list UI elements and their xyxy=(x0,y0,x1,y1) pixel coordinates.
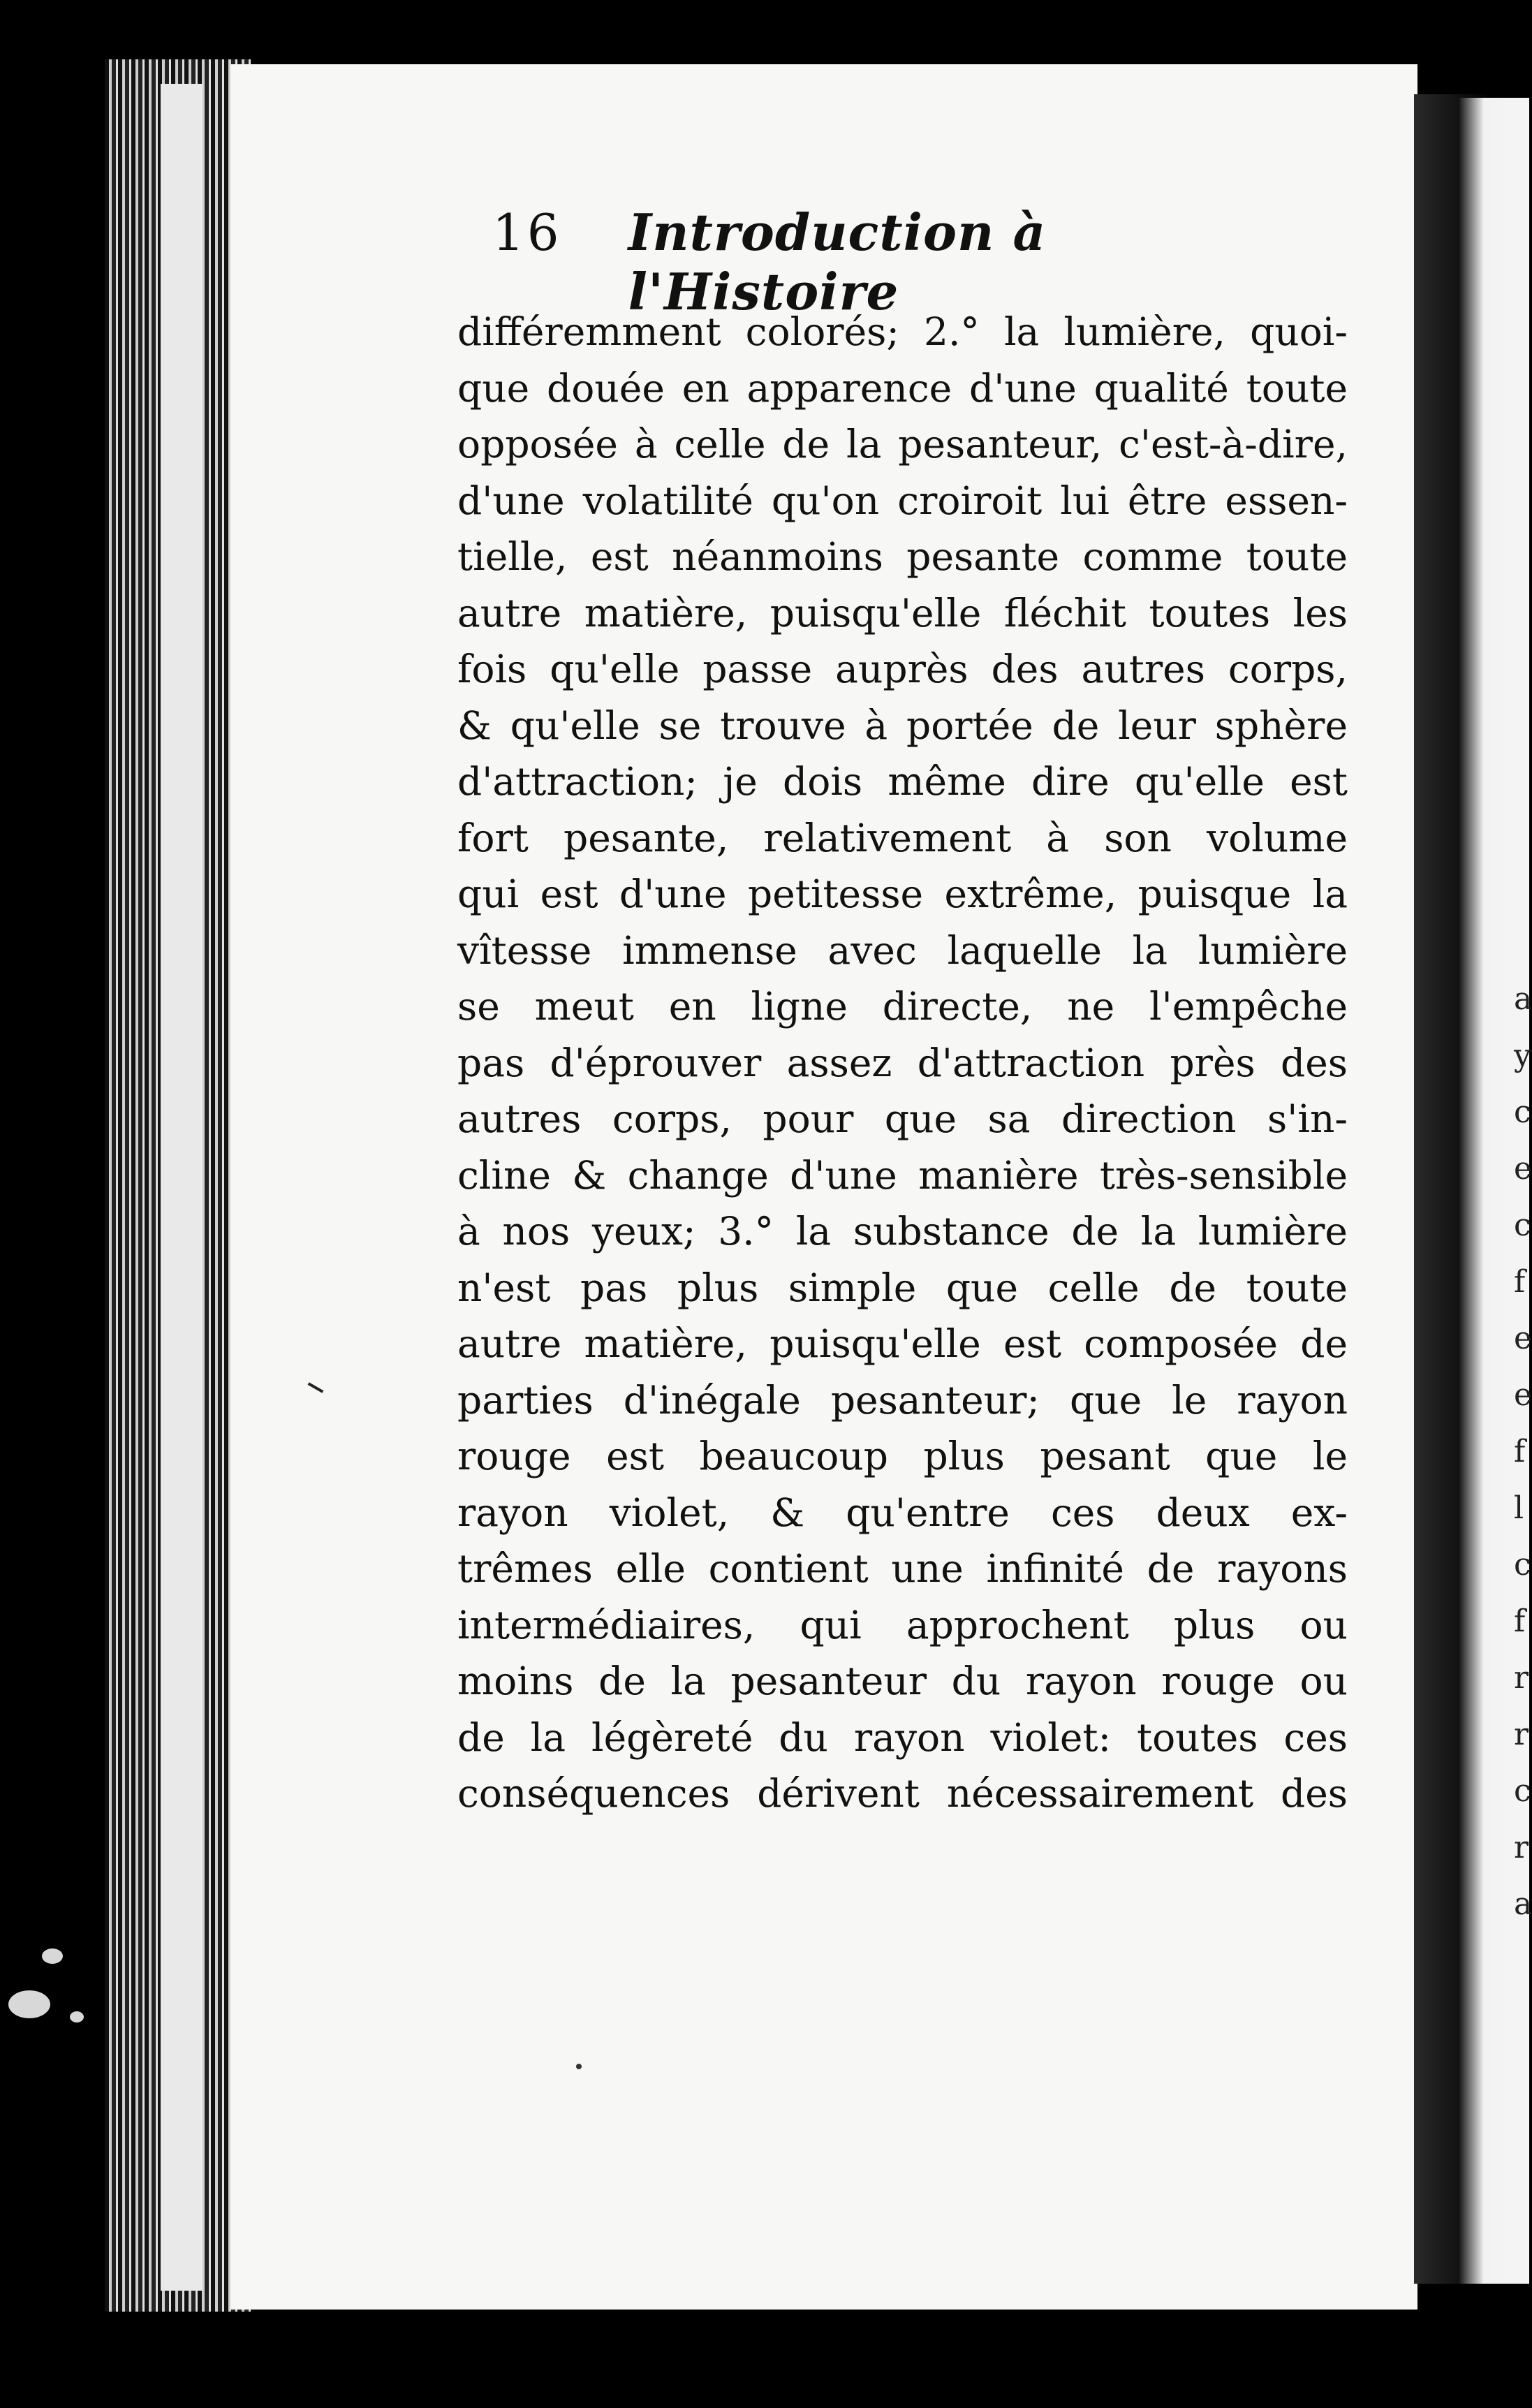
page-edge-highlight xyxy=(161,84,202,2291)
text-line: de la légèreté du rayon violet: toutes ces xyxy=(457,1715,1348,1760)
ink-dot xyxy=(576,2064,582,2069)
text-line: fois qu'elle passe auprès des autres corps, xyxy=(457,647,1348,691)
text-line: se meut en ligne directe, ne l'empêche xyxy=(457,984,1348,1029)
text-line: à nos yeux; 3.° la substance de la lumière xyxy=(457,1209,1348,1254)
text-line: d'une volatilité qu'on croiroit lui être essen- xyxy=(457,478,1348,523)
text-line: parties d'inégale pesanteur; que le rayon xyxy=(457,1377,1348,1423)
text-line: vîtesse immense avec laquelle la lumière xyxy=(457,927,1348,973)
scan-speck xyxy=(70,2011,84,2022)
text-line: tielle, est néanmoins pesante comme toute xyxy=(457,534,1348,579)
facing-page-edge xyxy=(1459,98,1532,2284)
text-line: autre matière, puisqu'elle fléchit toutes les xyxy=(457,590,1348,636)
text-line: moins de la pesanteur du rayon rouge ou xyxy=(457,1659,1348,1703)
facing-page-text-fragments: a y c e c f e e f l c f r r c r a xyxy=(1514,981,1532,1922)
text-line: fort pesante, relativement à son volume xyxy=(457,815,1348,860)
text-line: pas d'éprouver assez d'attraction près des xyxy=(457,1040,1348,1085)
page-header xyxy=(492,203,1267,321)
text-line: trêmes elle contient une infinité de rayons xyxy=(457,1546,1348,1591)
text-line: rayon violet, & qu'entre ces deux ex- xyxy=(457,1490,1348,1535)
scan-speck xyxy=(42,1948,63,1964)
text-line: d'attraction; je dois même dire qu'elle est xyxy=(457,759,1348,804)
text-line: différemment colorés; 2.° la lumière, quoi- xyxy=(457,309,1348,354)
text-line: que douée en apparence d'une qualité toute xyxy=(457,365,1348,411)
text-line: qui est d'une petitesse extrême, puisque la xyxy=(457,872,1348,916)
text-line: conséquences dérivent nécessairement des xyxy=(457,1771,1348,1816)
body-text xyxy=(457,304,1348,1822)
text-line: cline & change d'une manière très-sensible xyxy=(457,1152,1348,1198)
text-line: opposée à celle de la pesanteur, c'est-à-dire, xyxy=(457,422,1348,467)
scan-speck xyxy=(8,1990,50,2018)
page-number: 16 xyxy=(492,203,562,262)
text-line: autre matière, puisqu'elle est composée de xyxy=(457,1321,1348,1366)
text-line: rouge est beaucoup plus pesant que le xyxy=(457,1434,1348,1478)
text-line: & qu'elle se trouve à portée de leur sphère xyxy=(457,703,1348,748)
text-line: intermédiaires, qui approchent plus ou xyxy=(457,1602,1348,1647)
text-line: autres corps, pour que sa direction s'in- xyxy=(457,1096,1348,1141)
running-title: Introduction à l'Histoire xyxy=(628,203,1047,321)
text-line: n'est pas plus simple que celle de toute xyxy=(457,1265,1348,1310)
